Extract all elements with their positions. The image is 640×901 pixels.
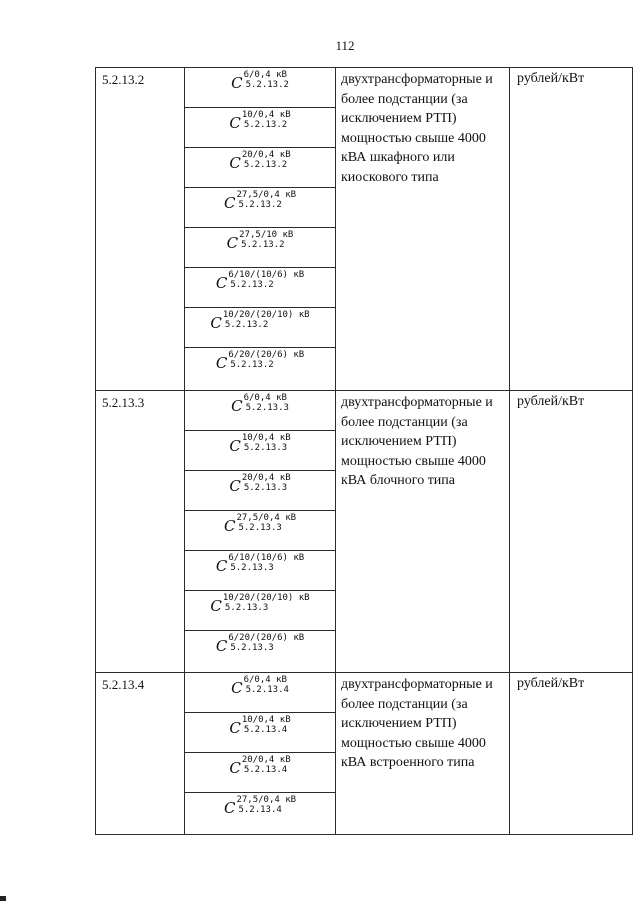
formula-row [185, 511, 335, 551]
formula-row [185, 713, 335, 753]
row-description: двухтрансформаторные и более подстанции (за исключением РТП) мощностью свыше 4000 кВА встроенного типа [336, 673, 510, 835]
table-row [96, 673, 633, 835]
formula-row [185, 793, 335, 834]
row-code: 5.2.13.2 [96, 68, 185, 391]
row-unit: рублей/кВт [510, 68, 633, 391]
formula: C 10/0,4 кВ 5.2.13.3 [229, 433, 291, 455]
formula: C 6/0,4 кВ 5.2.13.4 [231, 675, 289, 697]
table-row [96, 391, 633, 673]
formula-row [185, 591, 335, 631]
formula-row [185, 431, 335, 471]
formula-row [185, 68, 335, 108]
formula: C 20/0,4 кВ 5.2.13.2 [229, 150, 291, 172]
formula-row [185, 631, 335, 672]
formula: C 27,5/0,4 кВ 5.2.13.4 [223, 795, 297, 817]
formula: C 6/10/(10/6) кВ 5.2.13.2 [215, 270, 305, 292]
formula-row [185, 753, 335, 793]
formula-row [185, 551, 335, 591]
formula-row [185, 268, 335, 308]
formula: C 6/10/(10/6) кВ 5.2.13.3 [215, 553, 305, 575]
formula: C 6/0,4 кВ 5.2.13.2 [231, 70, 289, 92]
formula: C 10/0,4 кВ 5.2.13.2 [229, 110, 291, 132]
formula-row [185, 108, 335, 148]
row-code: 5.2.13.3 [96, 391, 185, 673]
formula: C 6/0,4 кВ 5.2.13.3 [231, 393, 289, 415]
row-description: двухтрансформаторные и более подстанции (за исключением РТП) мощностью свыше 4000 кВА шкафного или киоскового типа [336, 68, 510, 391]
formula: C 10/20/(20/10) кВ 5.2.13.3 [210, 593, 310, 615]
formula-row [185, 673, 335, 713]
row-code: 5.2.13.4 [96, 673, 185, 835]
formula-row [185, 391, 335, 431]
page-number: 112 [335, 38, 355, 53]
formula-row [185, 471, 335, 511]
row-description: двухтрансформаторные и более подстанции (за исключением РТП) мощностью свыше 4000 кВА блочного типа [336, 391, 510, 673]
formula-row [185, 228, 335, 268]
formula: C 20/0,4 кВ 5.2.13.4 [229, 755, 291, 777]
formula-cell [185, 68, 336, 391]
formula: C 27,5/10 кВ 5.2.13.2 [226, 230, 294, 252]
tariff-table [95, 67, 633, 835]
formula: C 27,5/0,4 кВ 5.2.13.2 [223, 190, 297, 212]
row-unit: рублей/кВт [510, 391, 633, 673]
formula: C 6/20/(20/6) кВ 5.2.13.2 [215, 350, 305, 372]
table-row [96, 68, 633, 391]
formula-cell [185, 391, 336, 673]
formula: C 10/0,4 кВ 5.2.13.4 [229, 715, 291, 737]
formula: C 6/20/(20/6) кВ 5.2.13.3 [215, 633, 305, 655]
scan-artifact [0, 896, 6, 901]
row-unit: рублей/кВт [510, 673, 633, 835]
formula: C 10/20/(20/10) кВ 5.2.13.2 [210, 310, 310, 332]
formula-cell [185, 673, 336, 835]
formula-row [185, 148, 335, 188]
formula: C 27,5/0,4 кВ 5.2.13.3 [223, 513, 297, 535]
formula-row [185, 308, 335, 348]
formula-row [185, 188, 335, 228]
formula-row [185, 348, 335, 390]
formula: C 20/0,4 кВ 5.2.13.3 [229, 473, 291, 495]
